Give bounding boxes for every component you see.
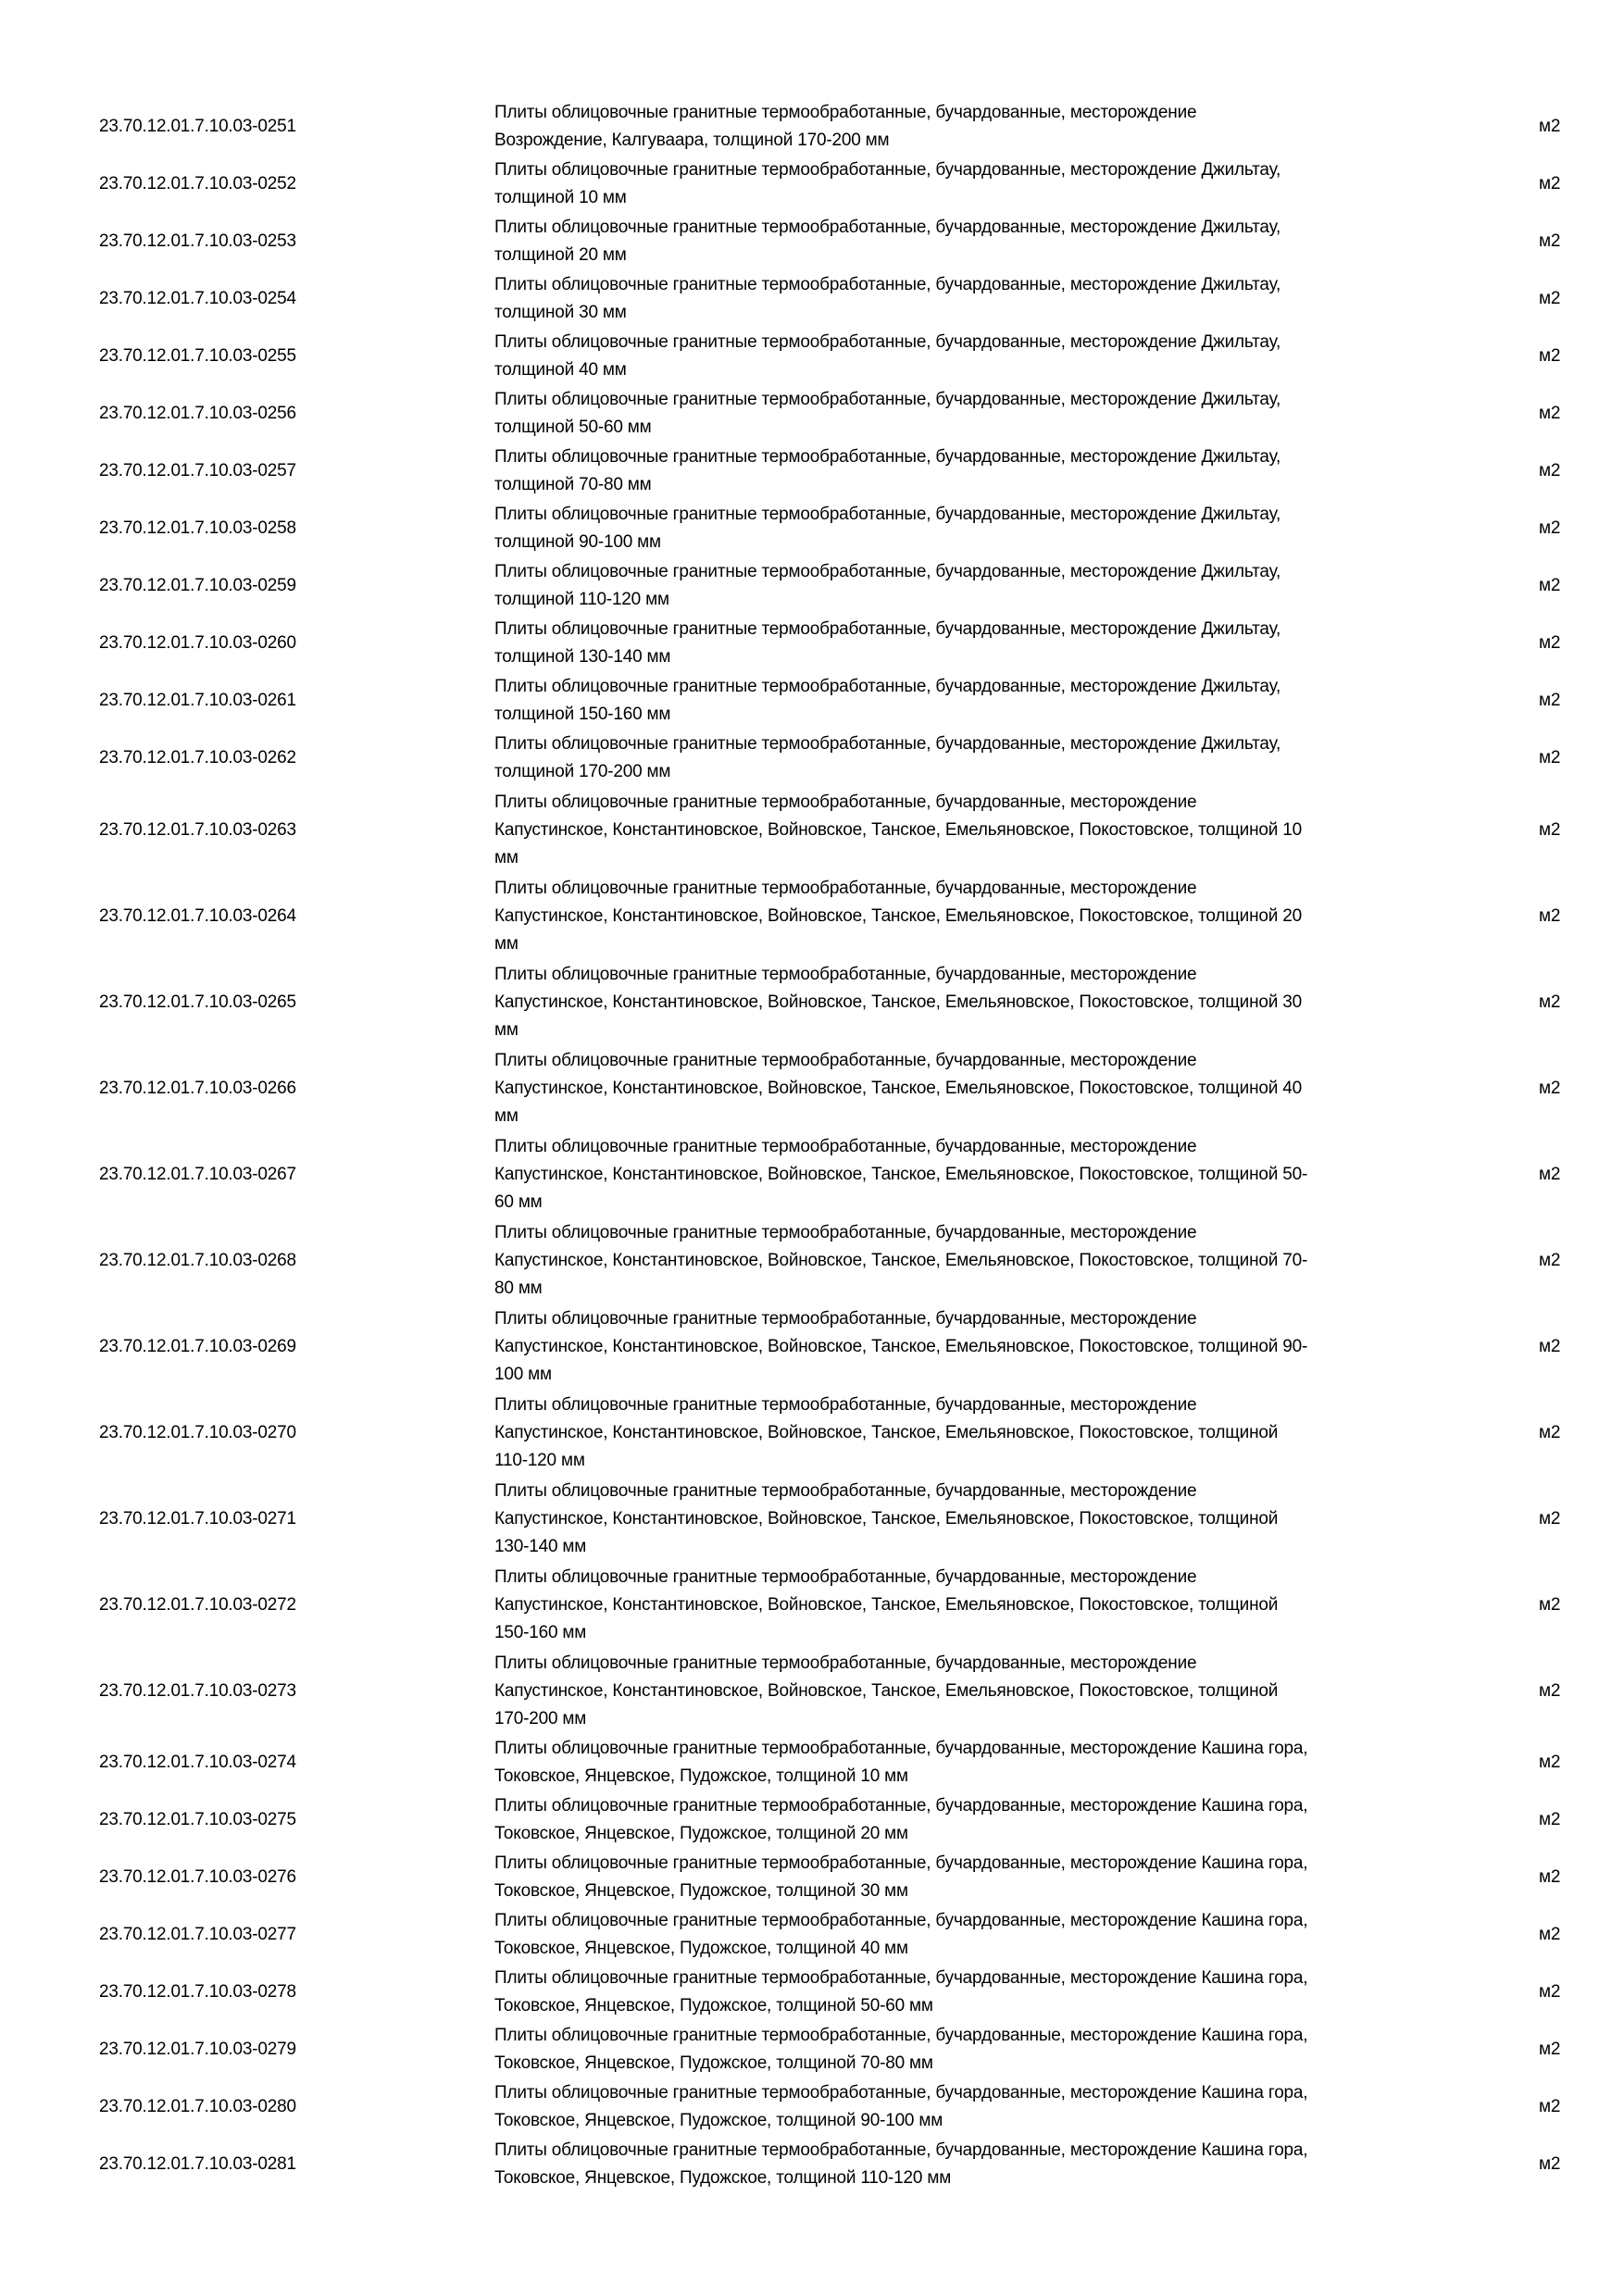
unit-of-measure: м2	[1539, 905, 1561, 926]
resource-code: 23.70.12.01.7.10.03-0272	[99, 1594, 296, 1615]
resource-code: 23.70.12.01.7.10.03-0267	[99, 1164, 296, 1184]
unit-of-measure: м2	[1539, 1594, 1561, 1615]
unit-of-measure: м2	[1539, 992, 1561, 1012]
table-row	[0, 385, 1624, 443]
resource-description: Плиты облицовочные гранитные термообработанные, бучардованные, месторождение Джильтау, толщиной 20 мм	[494, 218, 1281, 265]
unit-of-measure: м2	[1539, 461, 1561, 480]
resource-code: 23.70.12.01.7.10.03-0262	[99, 748, 296, 767]
resource-code: 23.70.12.01.7.10.03-0279	[99, 2040, 296, 2059]
unit-of-measure: м2	[1539, 174, 1561, 193]
resource-description: Плиты облицовочные гранитные термообработанные, бучардованные, месторождение Кашина гора, Токовское, Янцевское, Пудожское, толщиной 90-100 мм	[494, 2083, 1308, 2130]
table-row	[0, 730, 1624, 787]
resource-code: 23.70.12.01.7.10.03-0265	[99, 992, 296, 1012]
resource-code: 23.70.12.01.7.10.03-0281	[99, 2154, 296, 2174]
table-row	[0, 1906, 1624, 1964]
unit-of-measure: м2	[1539, 2097, 1561, 2116]
unit-of-measure: м2	[1539, 518, 1561, 538]
unit-of-measure: м2	[1539, 404, 1561, 423]
resource-description: Плиты облицовочные гранитные термообработанные, бучардованные, месторождение Джильтау, толщиной 10 мм	[494, 160, 1281, 207]
table-row	[0, 213, 1624, 270]
resource-description: Плиты облицовочные гранитные термообработанные, бучардованные, месторождение Капустинское, Константиновское, Войновское, Танское, Емельяновское, Покостовское, толщиной 90- 100 мм	[494, 1308, 1308, 1384]
resource-code: 23.70.12.01.7.10.03-0276	[99, 1867, 296, 1887]
resource-description: Плиты облицовочные гранитные термообработанные, бучардованные, месторождение Капустинское, Константиновское, Войновское, Танское, Емельяновское, Покостовское, толщиной 110-120 мм	[494, 1394, 1279, 1470]
resource-description: Плиты облицовочные гранитные термообработанные, бучардованные, месторождение Джильтау, толщиной 170-200 мм	[494, 734, 1281, 781]
unit-of-measure: м2	[1539, 576, 1561, 595]
unit-of-measure: м2	[1539, 1422, 1561, 1442]
unit-of-measure: м2	[1539, 748, 1561, 767]
resource-description: Плиты облицовочные гранитные термообработанные, бучардованные, месторождение Джильтау, толщиной 70-80 мм	[494, 447, 1281, 494]
resource-description: Плиты облицовочные гранитные термообработанные, бучардованные, месторождение Капустинское, Константиновское, Войновское, Танское, Емельяновское, Покостовское, толщиной 10 мм	[494, 792, 1302, 867]
resource-code: 23.70.12.01.7.10.03-0256	[99, 404, 296, 423]
unit-of-measure: м2	[1539, 1810, 1561, 1829]
resource-code: 23.70.12.01.7.10.03-0258	[99, 518, 296, 538]
unit-of-measure: м2	[1539, 819, 1561, 840]
unit-of-measure: м2	[1539, 117, 1561, 136]
table-row	[0, 500, 1624, 557]
resource-description: Плиты облицовочные гранитные термообработанные, бучардованные, месторождение Возрождение, Калгуваара, толщиной 170-200 мм	[494, 103, 1197, 150]
resource-code: 23.70.12.01.7.10.03-0263	[99, 819, 296, 840]
resource-description: Плиты облицовочные гранитные термообработанные, бучардованные, месторождение Кашина гора, Токовское, Янцевское, Пудожское, толщиной 20 мм	[494, 1796, 1308, 1843]
unit-of-measure: м2	[1539, 1753, 1561, 1772]
table-row	[0, 1217, 1624, 1304]
resource-description: Плиты облицовочные гранитные термообработанные, бучардованные, месторождение Капустинское, Константиновское, Войновское, Танское, Емельяновское, Покостовское, толщиной 50- 60 мм	[494, 1136, 1308, 1212]
table-row	[0, 959, 1624, 1045]
table-row	[0, 443, 1624, 500]
unit-of-measure: м2	[1539, 289, 1561, 308]
table-row	[0, 672, 1624, 730]
table-row	[0, 270, 1624, 328]
table-row	[0, 98, 1624, 156]
resource-code: 23.70.12.01.7.10.03-0252	[99, 174, 296, 193]
resource-description: Плиты облицовочные гранитные термообработанные, бучардованные, месторождение Джильтау, толщиной 150-160 мм	[494, 677, 1281, 724]
table-row	[0, 1734, 1624, 1791]
resource-code: 23.70.12.01.7.10.03-0275	[99, 1810, 296, 1829]
resource-description: Плиты облицовочные гранитные термообработанные, бучардованные, месторождение Капустинское, Константиновское, Войновское, Танское, Емельяновское, Покостовское, толщиной 70- 80 мм	[494, 1222, 1308, 1298]
resource-code: 23.70.12.01.7.10.03-0259	[99, 576, 296, 595]
unit-of-measure: м2	[1539, 231, 1561, 251]
unit-of-measure: м2	[1539, 1680, 1561, 1701]
resource-description: Плиты облицовочные гранитные термообработанные, бучардованные, месторождение Джильтау, толщиной 90-100 мм	[494, 505, 1281, 552]
resource-description: Плиты облицовочные гранитные термообработанные, бучардованные, месторождение Кашина гора, Токовское, Янцевское, Пудожское, толщиной 30 мм	[494, 1853, 1308, 1901]
table-row	[0, 2078, 1624, 2136]
resource-description: Плиты облицовочные гранитные термообработанные, бучардованные, месторождение Капустинское, Константиновское, Войновское, Танское, Емельяновское, Покостовское, толщиной 20 мм	[494, 878, 1302, 954]
resource-description: Плиты облицовочные гранитные термообработанные, бучардованные, месторождение Кашина гора, Токовское, Янцевское, Пудожское, толщиной 110-120 мм	[494, 2140, 1308, 2188]
table-row	[0, 156, 1624, 213]
resource-code: 23.70.12.01.7.10.03-0274	[99, 1753, 296, 1772]
unit-of-measure: м2	[1539, 1078, 1561, 1098]
table-row	[0, 615, 1624, 672]
table-row	[0, 1131, 1624, 1217]
resource-description: Плиты облицовочные гранитные термообработанные, бучардованные, месторождение Джильтау, толщиной 110-120 мм	[494, 562, 1281, 609]
unit-of-measure: м2	[1539, 2040, 1561, 2059]
resource-code: 23.70.12.01.7.10.03-0261	[99, 691, 296, 710]
resource-description: Плиты облицовочные гранитные термообработанные, бучардованные, месторождение Капустинское, Константиновское, Войновское, Танское, Емельяновское, Покостовское, толщиной 150-160 мм	[494, 1566, 1279, 1642]
unit-of-measure: м2	[1539, 1867, 1561, 1887]
resource-description: Плиты облицовочные гранитные термообработанные, бучардованные, месторождение Капустинское, Константиновское, Войновское, Танское, Емельяновское, Покостовское, толщиной 170-200 мм	[494, 1653, 1279, 1728]
resource-code: 23.70.12.01.7.10.03-0277	[99, 1925, 296, 1944]
resource-code: 23.70.12.01.7.10.03-0254	[99, 289, 296, 308]
table-row	[0, 328, 1624, 385]
resource-description: Плиты облицовочные гранитные термообработанные, бучардованные, месторождение Джильтау, толщиной 130-140 мм	[494, 619, 1281, 667]
resource-code: 23.70.12.01.7.10.03-0268	[99, 1250, 296, 1270]
unit-of-measure: м2	[1539, 1164, 1561, 1184]
table-row	[0, 1849, 1624, 1906]
resource-code: 23.70.12.01.7.10.03-0255	[99, 346, 296, 366]
table-row	[0, 557, 1624, 615]
resource-description: Плиты облицовочные гранитные термообработанные, бучардованные, месторождение Джильтау, толщиной 50-60 мм	[494, 390, 1281, 437]
unit-of-measure: м2	[1539, 1250, 1561, 1270]
resource-code: 23.70.12.01.7.10.03-0269	[99, 1336, 296, 1356]
resource-table	[0, 98, 1624, 2193]
table-row	[0, 1390, 1624, 1476]
unit-of-measure: м2	[1539, 1982, 1561, 2002]
table-row	[0, 1648, 1624, 1734]
resource-code: 23.70.12.01.7.10.03-0273	[99, 1680, 296, 1701]
unit-of-measure: м2	[1539, 1925, 1561, 1944]
table-row	[0, 2136, 1624, 2193]
unit-of-measure: м2	[1539, 633, 1561, 653]
resource-description: Плиты облицовочные гранитные термообработанные, бучардованные, месторождение Джильтау, толщиной 30 мм	[494, 275, 1281, 322]
unit-of-measure: м2	[1539, 1508, 1561, 1529]
resource-code: 23.70.12.01.7.10.03-0280	[99, 2097, 296, 2116]
resource-code: 23.70.12.01.7.10.03-0251	[99, 117, 296, 136]
table-row	[0, 1476, 1624, 1562]
table-row	[0, 873, 1624, 959]
resource-code: 23.70.12.01.7.10.03-0253	[99, 231, 296, 251]
unit-of-measure: м2	[1539, 1336, 1561, 1356]
table-row	[0, 2021, 1624, 2078]
resource-description: Плиты облицовочные гранитные термообработанные, бучардованные, месторождение Кашина гора, Токовское, Янцевское, Пудожское, толщиной 70-80 мм	[494, 2026, 1308, 2073]
resource-code: 23.70.12.01.7.10.03-0266	[99, 1078, 296, 1098]
unit-of-measure: м2	[1539, 691, 1561, 710]
resource-description: Плиты облицовочные гранитные термообработанные, бучардованные, месторождение Кашина гора, Токовское, Янцевское, Пудожское, толщиной 40 мм	[494, 1911, 1308, 1958]
resource-description: Плиты облицовочные гранитные термообработанные, бучардованные, месторождение Капустинское, Константиновское, Войновское, Танское, Емельяновское, Покостовское, толщиной 40 мм	[494, 1050, 1302, 1126]
unit-of-measure: м2	[1539, 346, 1561, 366]
unit-of-measure: м2	[1539, 2154, 1561, 2174]
resource-description: Плиты облицовочные гранитные термообработанные, бучардованные, месторождение Кашина гора, Токовское, Янцевское, Пудожское, толщиной 10 мм	[494, 1739, 1308, 1786]
resource-description: Плиты облицовочные гранитные термообработанные, бучардованные, месторождение Капустинское, Константиновское, Войновское, Танское, Емельяновское, Покостовское, толщиной 30 мм	[494, 964, 1302, 1040]
resource-description: Плиты облицовочные гранитные термообработанные, бучардованные, месторождение Капустинское, Константиновское, Войновское, Танское, Емельяновское, Покостовское, толщиной 130-140 мм	[494, 1480, 1279, 1556]
table-row	[0, 1045, 1624, 1131]
resource-code: 23.70.12.01.7.10.03-0270	[99, 1422, 296, 1442]
resource-description: Плиты облицовочные гранитные термообработанные, бучардованные, месторождение Кашина гора, Токовское, Янцевское, Пудожское, толщиной 50-60 мм	[494, 1968, 1308, 2015]
table-row	[0, 1304, 1624, 1390]
resource-code: 23.70.12.01.7.10.03-0271	[99, 1508, 296, 1529]
resource-code: 23.70.12.01.7.10.03-0278	[99, 1982, 296, 2002]
table-row	[0, 1791, 1624, 1849]
resource-code: 23.70.12.01.7.10.03-0257	[99, 461, 296, 480]
table-row	[0, 1964, 1624, 2021]
resource-code: 23.70.12.01.7.10.03-0260	[99, 633, 296, 653]
resource-code: 23.70.12.01.7.10.03-0264	[99, 905, 296, 926]
table-row	[0, 787, 1624, 873]
table-row	[0, 1562, 1624, 1648]
resource-description: Плиты облицовочные гранитные термообработанные, бучардованные, месторождение Джильтау, толщиной 40 мм	[494, 332, 1281, 380]
